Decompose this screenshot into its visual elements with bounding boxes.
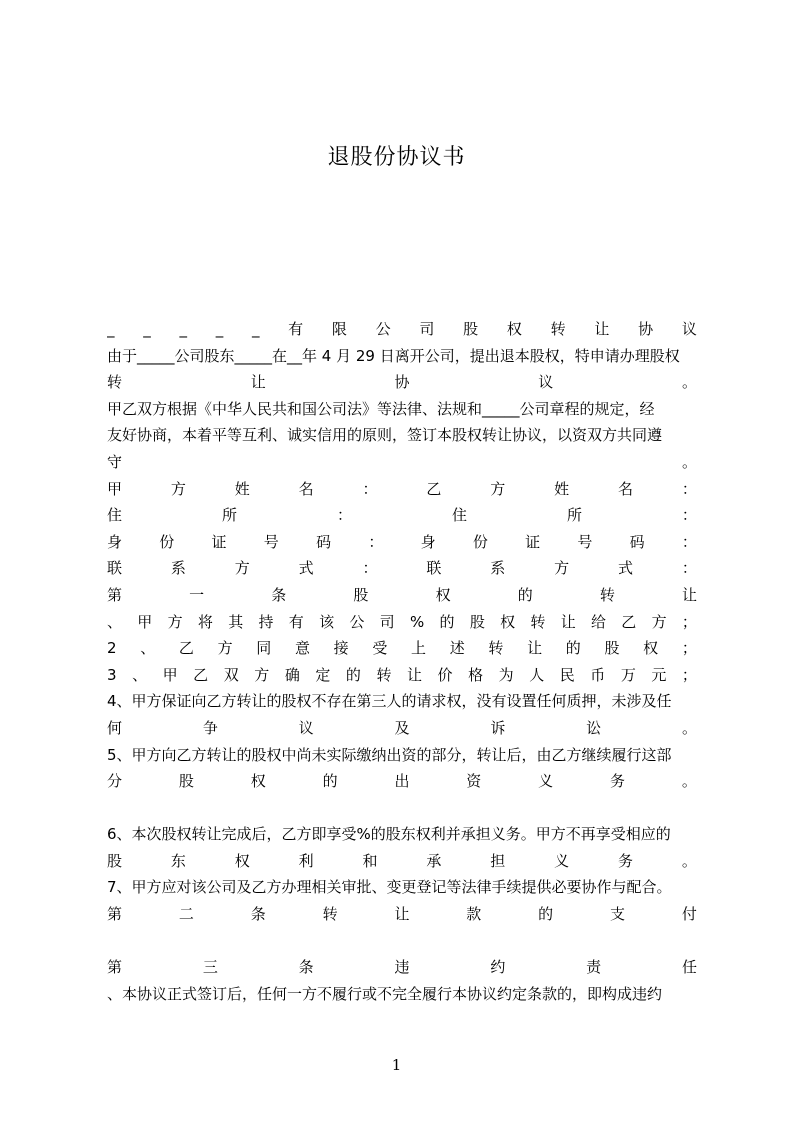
line-glyph: 述: [449, 639, 465, 658]
line-glyph: 其: [228, 612, 244, 631]
line-glyph: 号: [263, 532, 279, 551]
line-glyph: _: [107, 320, 115, 338]
line-glyph: 方: [217, 639, 233, 658]
line-glyph: ：: [681, 479, 697, 498]
document-line: [107, 476, 697, 503]
line-glyph: 民: [559, 665, 575, 684]
line-glyph: 条: [298, 958, 314, 977]
line-glyph: 。: [681, 373, 697, 392]
line-glyph: 一: [189, 585, 205, 604]
line-glyph: 、: [140, 639, 156, 658]
line-glyph: 转: [376, 665, 392, 684]
line-glyph: 让: [407, 665, 423, 684]
line-glyph: 、: [107, 612, 123, 631]
line-glyph: 。: [681, 772, 697, 791]
line-glyph: 、: [132, 665, 148, 684]
line-glyph: 讼: [586, 718, 602, 737]
line-glyph: 条: [250, 905, 266, 924]
line-glyph: 利: [298, 851, 314, 870]
line-glyph: 第: [107, 958, 123, 977]
line-glyph: 转: [322, 905, 338, 924]
line-glyph: 的: [517, 585, 533, 604]
line-glyph: 币: [590, 665, 606, 684]
line-glyph: 该: [319, 612, 335, 631]
line-glyph: 担: [490, 851, 506, 870]
line-glyph: 住: [107, 506, 123, 525]
line-glyph: 转: [488, 639, 504, 658]
line-glyph: 股: [469, 612, 485, 631]
line-glyph: _: [143, 320, 151, 338]
line-glyph: _: [251, 320, 260, 338]
document-line: 甲乙双方根据《中华人民共和国公司法》等法律、法规和_____公司章程的规定，经: [107, 399, 655, 418]
line-glyph: ；: [681, 639, 697, 658]
line-glyph: 同: [256, 639, 272, 658]
line-glyph: 司: [379, 612, 395, 631]
line-glyph: 身: [107, 532, 123, 551]
line-glyph: 东: [170, 851, 186, 870]
line-glyph: 乙: [178, 639, 194, 658]
line-glyph: 股: [353, 585, 369, 604]
line-glyph: 三: [202, 958, 218, 977]
line-glyph: 姓: [554, 479, 570, 498]
line-glyph: 码: [629, 532, 645, 551]
line-glyph: 诉: [490, 718, 506, 737]
line-glyph: 协: [638, 320, 654, 338]
line-glyph: 有: [288, 320, 304, 338]
line-glyph: ：: [362, 479, 378, 498]
line-glyph: 定: [315, 665, 331, 684]
line-glyph: 务: [618, 851, 634, 870]
line-glyph: 承: [426, 851, 442, 870]
line-glyph: 所: [221, 506, 237, 525]
document-line: 由于_____公司股东_____在__年 4 月 29 日离开公司，提出退本股权，特申请办理股权: [107, 346, 680, 365]
line-glyph: 元: [651, 665, 667, 684]
line-glyph: 意: [294, 639, 310, 658]
document-line: [107, 848, 697, 875]
line-glyph: 任: [681, 958, 697, 977]
document-line: [107, 954, 697, 981]
line-glyph: 资: [466, 772, 482, 791]
line-glyph: 双: [223, 665, 239, 684]
line-glyph: 权: [643, 639, 659, 658]
line-glyph: 人: [529, 665, 545, 684]
line-glyph: 股: [604, 639, 620, 658]
document-line: 7、甲方应对该公司及乙方办理相关审批、变更登记等法律手续提供必要协作与配合。: [107, 878, 672, 897]
blank-line: [107, 928, 697, 955]
line-glyph: 出: [394, 772, 410, 791]
document-line: [107, 901, 697, 928]
line-glyph: 持: [258, 612, 274, 631]
line-glyph: 有: [288, 612, 304, 631]
document-line: [107, 635, 697, 662]
line-glyph: 甲: [162, 665, 178, 684]
line-glyph: 违: [394, 958, 410, 977]
line-glyph: 和: [362, 851, 378, 870]
line-glyph: 权: [250, 772, 266, 791]
line-glyph: 方: [167, 612, 183, 631]
line-glyph: ：: [681, 532, 697, 551]
line-glyph: 何: [107, 718, 123, 737]
line-glyph: 权: [500, 612, 516, 631]
document-line: [107, 502, 697, 529]
line-glyph: 权: [234, 851, 250, 870]
line-glyph: 转: [550, 320, 566, 338]
line-glyph: 务: [610, 772, 626, 791]
line-glyph: 让: [394, 905, 410, 924]
document-line: 5、甲方向乙方转让的股权中尚未实际缴纳出资的部分，转让后，由乙方继续履行这部: [107, 745, 672, 764]
document-body: [107, 316, 697, 1007]
document-line: [107, 449, 697, 476]
line-glyph: 让: [594, 320, 610, 338]
line-glyph: ：: [368, 532, 384, 551]
page-number: 1: [391, 1056, 402, 1074]
line-glyph: 的: [565, 639, 581, 658]
document-line: [107, 715, 697, 742]
line-glyph: 。: [681, 851, 697, 870]
line-glyph: 议: [681, 320, 697, 338]
line-glyph: 付: [681, 905, 697, 924]
line-glyph: 住: [451, 506, 467, 525]
line-glyph: 所: [566, 506, 582, 525]
line-glyph: 的: [322, 772, 338, 791]
document-line: [107, 662, 697, 689]
line-glyph: ：: [681, 506, 697, 525]
line-glyph: 权: [506, 320, 522, 338]
line-glyph: 名: [618, 479, 634, 498]
line-glyph: 公: [375, 320, 391, 338]
line-glyph: 系: [170, 559, 186, 578]
line-glyph: 乙: [621, 612, 637, 631]
line-glyph: 号: [577, 532, 593, 551]
line-glyph: 式: [618, 559, 634, 578]
document-line: [107, 555, 697, 582]
line-glyph: 让: [250, 373, 266, 392]
line-glyph: 方: [254, 665, 270, 684]
document-line: 4、甲方保证向乙方转让的股权不存在第三人的请求权，没有设置任何质押，未涉及任: [107, 692, 672, 711]
document-line: [107, 582, 697, 609]
line-glyph: 价: [437, 665, 453, 684]
document-line: [107, 768, 697, 795]
line-glyph: 转: [107, 373, 123, 392]
line-glyph: 受: [372, 639, 388, 658]
line-glyph: 让: [527, 639, 543, 658]
line-glyph: 公: [349, 612, 365, 631]
line-glyph: 乙: [193, 665, 209, 684]
document-line: [107, 369, 697, 396]
line-glyph: 协: [394, 373, 410, 392]
line-glyph: %: [409, 612, 425, 631]
line-glyph: 限: [331, 320, 347, 338]
line-glyph: 身: [420, 532, 436, 551]
line-glyph: 分: [107, 772, 123, 791]
document-title: 退股份协议书: [327, 145, 466, 170]
line-glyph: 转: [530, 612, 546, 631]
line-glyph: 争: [202, 718, 218, 737]
line-glyph: 二: [178, 905, 194, 924]
line-glyph: 条: [271, 585, 287, 604]
line-glyph: 证: [211, 532, 227, 551]
line-glyph: ：: [336, 506, 352, 525]
line-glyph: 约: [490, 958, 506, 977]
document-line: [107, 529, 697, 556]
line-glyph: _: [179, 320, 187, 338]
line-glyph: 接: [333, 639, 349, 658]
line-glyph: 司: [419, 320, 435, 338]
line-glyph: 将: [197, 612, 213, 631]
line-glyph: 式: [298, 559, 314, 578]
line-glyph: 义: [554, 851, 570, 870]
line-glyph: 格: [468, 665, 484, 684]
document-line: 、本协议正式签订后，任何一方不履行或不完全履行本协议约定条款的，即构成违约: [107, 984, 663, 1003]
document-line: [107, 609, 697, 636]
blank-line: [107, 795, 697, 822]
line-glyph: 股: [107, 851, 123, 870]
line-glyph: 2: [107, 639, 117, 658]
line-glyph: 联: [107, 559, 123, 578]
line-glyph: 转: [599, 585, 615, 604]
document-line: [107, 316, 697, 343]
line-glyph: 第: [107, 585, 123, 604]
document-line: 6、本次股权转让完成后，乙方即享受%的股东权利并承担义务。甲方不再享受相应的: [107, 825, 671, 844]
line-glyph: 及: [394, 718, 410, 737]
line-glyph: 让: [560, 612, 576, 631]
line-glyph: 万: [620, 665, 636, 684]
line-glyph: 。: [681, 718, 697, 737]
line-glyph: ：: [681, 559, 697, 578]
line-glyph: 方: [170, 479, 186, 498]
line-glyph: 码: [316, 532, 332, 551]
line-glyph: 3: [107, 665, 117, 684]
line-glyph: 为: [498, 665, 514, 684]
line-glyph: 权: [435, 585, 451, 604]
line-glyph: 义: [538, 772, 554, 791]
line-glyph: 支: [610, 905, 626, 924]
line-glyph: 甲: [137, 612, 153, 631]
line-glyph: 方: [490, 479, 506, 498]
line-glyph: 议: [298, 718, 314, 737]
line-glyph: 乙: [426, 479, 442, 498]
line-glyph: 甲: [107, 479, 123, 498]
line-glyph: 方: [234, 559, 250, 578]
line-glyph: 方: [554, 559, 570, 578]
line-glyph: 的: [538, 905, 554, 924]
line-glyph: 确: [284, 665, 300, 684]
line-glyph: 。: [681, 452, 697, 471]
line-glyph: ：: [362, 559, 378, 578]
line-glyph: 守: [107, 452, 123, 471]
line-glyph: 议: [538, 373, 554, 392]
line-glyph: 让: [681, 585, 697, 604]
line-glyph: 股: [178, 772, 194, 791]
line-glyph: 系: [490, 559, 506, 578]
line-glyph: 的: [345, 665, 361, 684]
line-glyph: 款: [466, 905, 482, 924]
line-glyph: 份: [472, 532, 488, 551]
line-glyph: 股: [463, 320, 479, 338]
line-glyph: 名: [298, 479, 314, 498]
line-glyph: 证: [525, 532, 541, 551]
line-glyph: 份: [159, 532, 175, 551]
line-glyph: 姓: [234, 479, 250, 498]
line-glyph: 方: [651, 612, 667, 631]
line-glyph: _: [215, 320, 224, 338]
line-glyph: 联: [426, 559, 442, 578]
line-glyph: 的: [439, 612, 455, 631]
line-glyph: 给: [591, 612, 607, 631]
document-line: 友好协商，本着平等互利、诚实信用的原则，签订本股权转让协议，以资双方共同遵: [107, 426, 663, 445]
line-glyph: 上: [411, 639, 427, 658]
line-glyph: ；: [681, 612, 697, 631]
line-glyph: 第: [107, 905, 123, 924]
line-glyph: 责: [586, 958, 602, 977]
line-glyph: ；: [681, 665, 697, 684]
